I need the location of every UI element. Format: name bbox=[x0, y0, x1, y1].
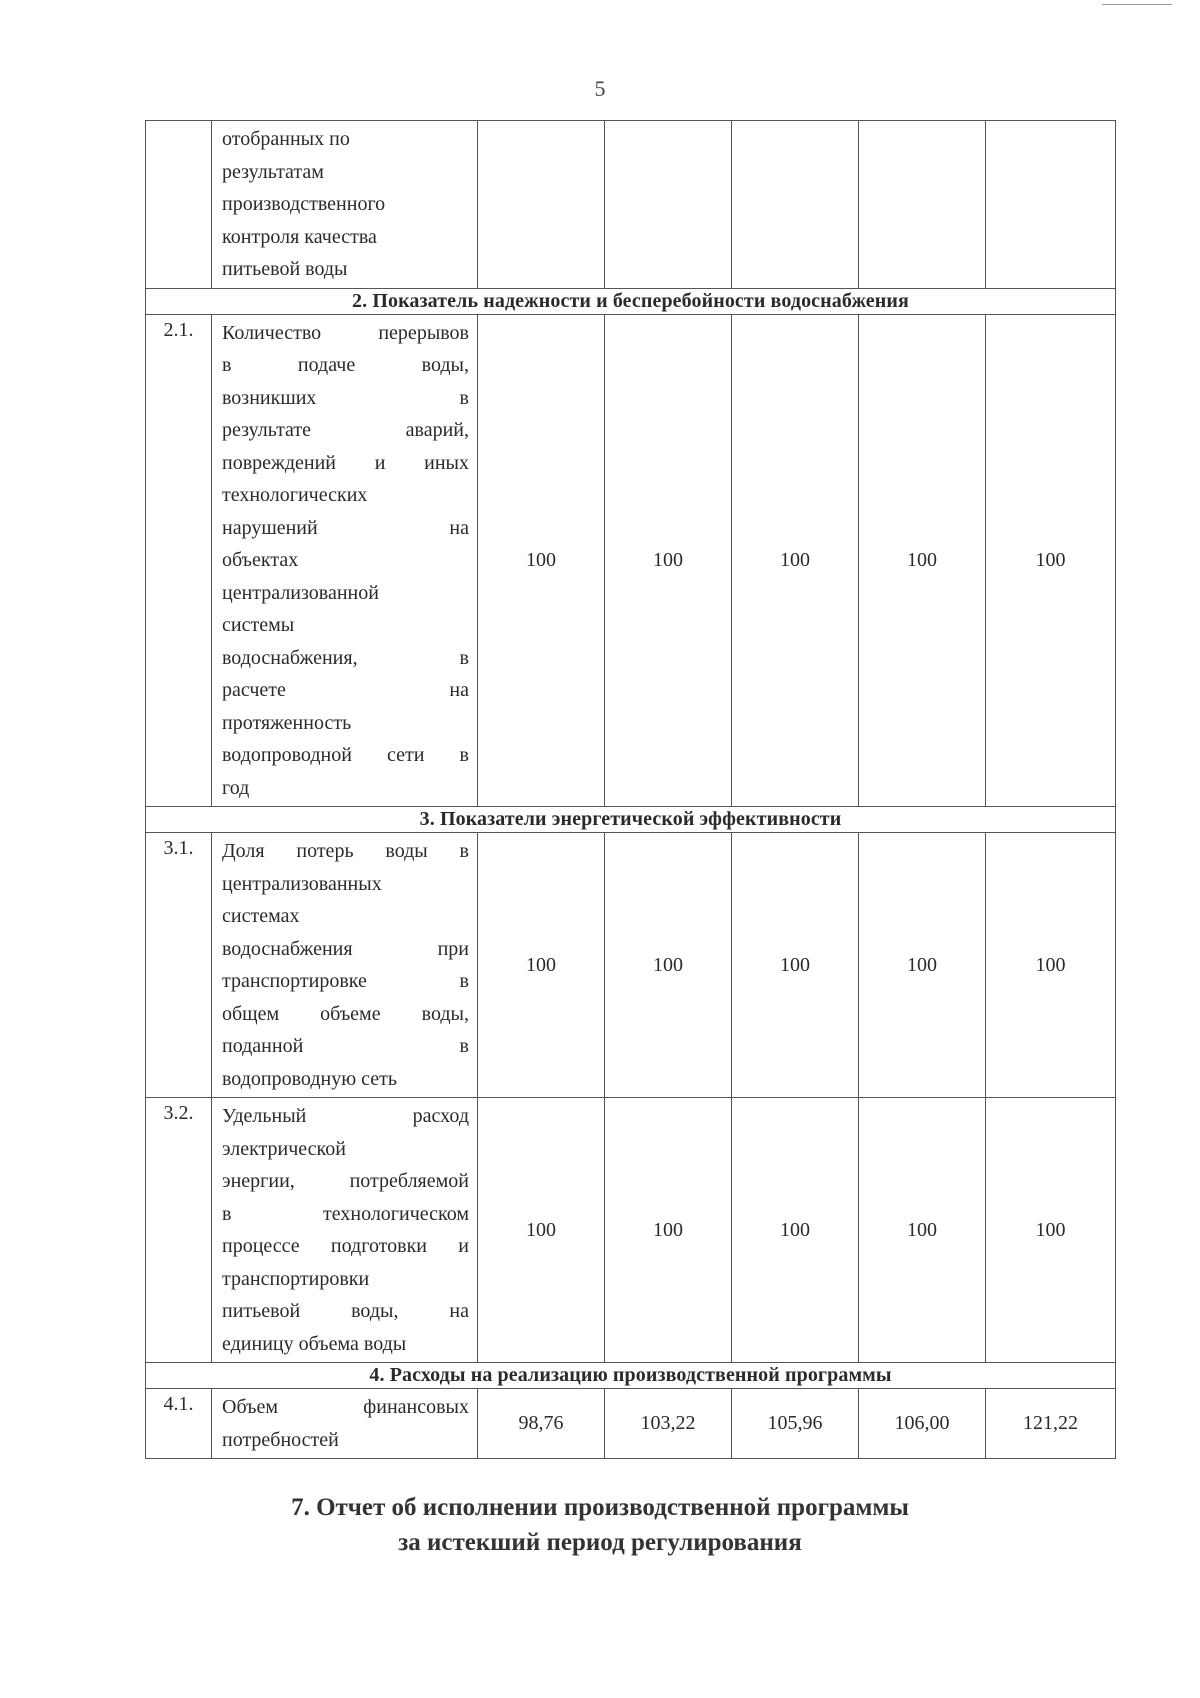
value-cell: 121,22 bbox=[986, 1389, 1116, 1459]
value-cell: 106,00 bbox=[859, 1389, 986, 1459]
value-cell: 100 bbox=[986, 833, 1116, 1098]
row-number: 2.1. bbox=[146, 314, 212, 807]
table-row bbox=[146, 1389, 1116, 1459]
section-header-row bbox=[146, 1363, 1116, 1389]
value-cell: 100 bbox=[478, 833, 605, 1098]
value-cell: 98,76 bbox=[478, 1389, 605, 1459]
row-number: 4.1. bbox=[146, 1389, 212, 1459]
indicator-description: Удельный расход электрической энергии, потребляемой в технологическом процессе подготовки и транспортировки питьевой воды, на единицу объема воды bbox=[212, 1098, 478, 1363]
value-cell: 100 bbox=[732, 314, 859, 807]
section-title: 2. Показатель надежности и бесперебойности водоснабжения bbox=[146, 288, 1116, 314]
section-header-row bbox=[146, 288, 1116, 314]
value-cell: 105,96 bbox=[732, 1389, 859, 1459]
section-header-row bbox=[146, 807, 1116, 833]
row-number: 3.2. bbox=[146, 1098, 212, 1363]
value-cell: 100 bbox=[986, 314, 1116, 807]
section-title: 4. Расходы на реализацию производственной программы bbox=[146, 1363, 1116, 1389]
indicator-description: отобранных по результатам производственного контроля качества питьевой воды bbox=[212, 121, 478, 289]
value-cell bbox=[859, 121, 986, 289]
table-row bbox=[146, 314, 1116, 807]
value-cell bbox=[986, 121, 1116, 289]
value-cell: 100 bbox=[732, 1098, 859, 1363]
row-number: 3.1. bbox=[146, 833, 212, 1098]
value-cell: 100 bbox=[859, 1098, 986, 1363]
value-cell: 103,22 bbox=[605, 1389, 732, 1459]
value-cell bbox=[732, 121, 859, 289]
table-row bbox=[146, 833, 1116, 1098]
section-heading bbox=[0, 1490, 1200, 1560]
section-heading-line-1: 7. Отчет об исполнении производственной программы bbox=[291, 1494, 909, 1521]
indicators-table bbox=[145, 120, 1116, 1459]
value-cell bbox=[478, 121, 605, 289]
indicator-description: Объем финансовых потребностей bbox=[212, 1389, 478, 1459]
section-title: 3. Показатели энергетической эффективности bbox=[146, 807, 1116, 833]
value-cell: 100 bbox=[986, 1098, 1116, 1363]
value-cell bbox=[605, 121, 732, 289]
indicator-description: Количество перерывов в подаче воды, возникших в результате аварий, повреждений и иных технологических нарушений на объектах централизованной системы водоснабжения, в расчете на протяженность водопроводной сети в год bbox=[212, 314, 478, 807]
value-cell: 100 bbox=[605, 314, 732, 807]
value-cell: 100 bbox=[859, 833, 986, 1098]
top-edge-mark bbox=[1102, 4, 1172, 5]
page-number: 5 bbox=[594, 76, 606, 101]
table-row-continuation bbox=[146, 121, 1116, 289]
value-cell: 100 bbox=[859, 314, 986, 807]
value-cell: 100 bbox=[478, 1098, 605, 1363]
value-cell: 100 bbox=[605, 1098, 732, 1363]
row-number-cell bbox=[146, 121, 212, 289]
value-cell: 100 bbox=[478, 314, 605, 807]
indicator-description: Доля потерь воды в централизованных системах водоснабжения при транспортировке в общем объеме воды, поданной в водопроводную сеть bbox=[212, 833, 478, 1098]
value-cell: 100 bbox=[605, 833, 732, 1098]
table-row bbox=[146, 1098, 1116, 1363]
value-cell: 100 bbox=[732, 833, 859, 1098]
section-heading-line-2: за истекший период регулирования bbox=[398, 1529, 802, 1556]
